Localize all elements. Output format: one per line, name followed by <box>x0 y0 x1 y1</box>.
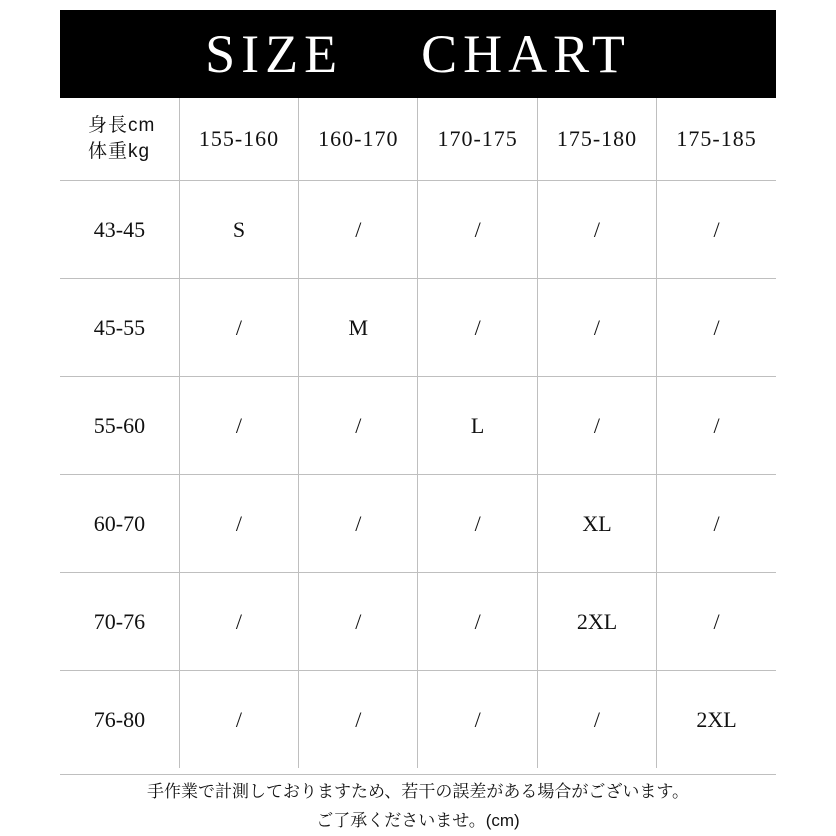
table-row <box>60 573 776 671</box>
cell-r1c3: / <box>418 181 537 279</box>
cell-r3c2: / <box>299 377 418 475</box>
table-row <box>60 279 776 377</box>
row-header-1: 43-45 <box>60 181 179 279</box>
table-row <box>60 475 776 573</box>
page-title: SIZE CHART <box>205 24 631 84</box>
size-chart-table-wrap <box>60 98 776 768</box>
cell-r4c5: / <box>657 475 776 573</box>
table-corner-cell <box>60 98 179 181</box>
corner-weight-label: 体重kg <box>88 141 151 162</box>
row-header-2: 45-55 <box>60 279 179 377</box>
cell-r5c1: / <box>179 573 298 671</box>
footer-divider <box>60 774 776 775</box>
footer-line-2: ご了承くださいませ。(cm) <box>316 810 520 830</box>
footer-note <box>0 778 836 836</box>
table-header-row <box>60 98 776 181</box>
cell-r5c4: 2XL <box>537 573 656 671</box>
cell-r3c1: / <box>179 377 298 475</box>
cell-r5c5: / <box>657 573 776 671</box>
cell-r1c1: S <box>179 181 298 279</box>
cell-r2c3: / <box>418 279 537 377</box>
column-header-3: 170-175 <box>418 98 537 181</box>
cell-r6c3: / <box>418 671 537 769</box>
cell-r3c3: L <box>418 377 537 475</box>
column-header-1: 155-160 <box>179 98 298 181</box>
table-row <box>60 377 776 475</box>
row-header-6: 76-80 <box>60 671 179 769</box>
column-header-4: 175-180 <box>537 98 656 181</box>
cell-r3c4: / <box>537 377 656 475</box>
cell-r3c5: / <box>657 377 776 475</box>
cell-r6c1: / <box>179 671 298 769</box>
column-header-2: 160-170 <box>299 98 418 181</box>
column-header-5: 175-185 <box>657 98 776 181</box>
cell-r4c2: / <box>299 475 418 573</box>
cell-r2c1: / <box>179 279 298 377</box>
cell-r5c3: / <box>418 573 537 671</box>
size-chart-table <box>60 98 776 768</box>
table-row <box>60 181 776 279</box>
row-header-4: 60-70 <box>60 475 179 573</box>
table-row <box>60 671 776 769</box>
cell-r2c4: / <box>537 279 656 377</box>
header-banner <box>60 10 776 98</box>
corner-height-label: 身長cm <box>88 115 156 137</box>
cell-r4c1: / <box>179 475 298 573</box>
cell-r2c2: M <box>299 279 418 377</box>
row-header-3: 55-60 <box>60 377 179 475</box>
cell-r1c5: / <box>657 181 776 279</box>
footer-line-1: 手作業で計測しておりますため、若干の誤差がある場合がございます。 <box>147 782 689 801</box>
cell-r5c2: / <box>299 573 418 671</box>
cell-r4c3: / <box>418 475 537 573</box>
cell-r6c2: / <box>299 671 418 769</box>
cell-r2c5: / <box>657 279 776 377</box>
cell-r1c2: / <box>299 181 418 279</box>
cell-r6c4: / <box>537 671 656 769</box>
cell-r1c4: / <box>537 181 656 279</box>
cell-r4c4: XL <box>537 475 656 573</box>
cell-r6c5: 2XL <box>696 706 737 732</box>
row-header-5: 70-76 <box>60 573 179 671</box>
